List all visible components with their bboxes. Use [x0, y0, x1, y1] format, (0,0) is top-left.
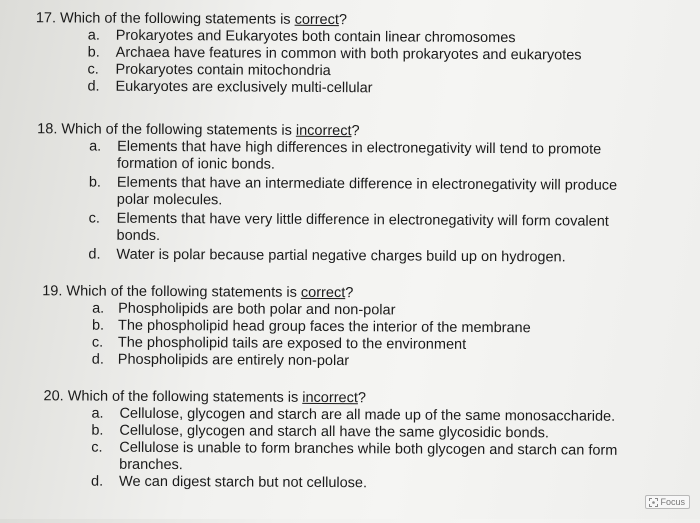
option-d: d. We can digest starch but not cellulose.	[91, 473, 368, 492]
option-c: c. Cellulose is unable to form branches while both glycogen and starch can form branches.	[91, 439, 618, 474]
question-17	[35, 10, 581, 98]
focus-button[interactable]	[645, 495, 690, 509]
option-c: c. Elements that have very little difference in electronegativity will form covalent bonds.	[88, 210, 609, 244]
keyword-correct: correct	[300, 284, 346, 302]
option-c: c. The phospholipid tails are exposed to the environment	[91, 334, 467, 353]
option-a: a. Cellulose, glycogen and starch are all made up of the same monosaccharide.	[91, 405, 616, 425]
focus-label: Focus	[660, 497, 685, 507]
option-d: d. Phospholipids are entirely non-polar	[91, 351, 350, 370]
question-19	[42, 283, 531, 371]
focus-frame-icon	[649, 498, 658, 507]
option-a: a. Phospholipids are both polar and non-polar	[92, 300, 396, 319]
question-18	[36, 121, 617, 269]
option-b: b. The phospholipid head group faces the interior of the membrane	[91, 317, 531, 337]
keyword-incorrect: incorrect	[295, 122, 352, 140]
question-stem: 19. Which of the following statements is correct?	[42, 283, 354, 302]
question-stem: 18. Which of the following statements is incorrect?	[37, 121, 360, 140]
option-a: a. Elements that have high differences in electronegativity will tend to promote formation of ionic bonds.	[89, 138, 602, 173]
question-20	[43, 388, 618, 494]
keyword-incorrect: incorrect	[302, 389, 358, 407]
keyword-correct: correct	[294, 11, 339, 29]
option-d: d. Water is polar because partial negative charges build up on hydrogen.	[88, 246, 566, 266]
option-b: b. Archaea have features in common with both prokaryotes and eukaryotes	[87, 44, 582, 64]
option-d: d. Eukaryotes are exclusively multi-cellular	[87, 78, 373, 97]
question-stem: 17. Which of the following statements is correct?	[35, 10, 348, 29]
option-a: a. Prokaryotes and Eukaryotes both contain linear chromosomes	[87, 27, 516, 47]
option-b: b. Cellulose, glycogen and starch all have the same glycosidic bonds.	[91, 422, 550, 442]
option-c: c. Prokaryotes contain mitochondria	[87, 61, 331, 80]
option-b: b. Elements that have an intermediate difference in electronegativity will produce polar molecules.	[88, 174, 618, 209]
question-stem: 20. Which of the following statements is incorrect?	[43, 388, 367, 407]
